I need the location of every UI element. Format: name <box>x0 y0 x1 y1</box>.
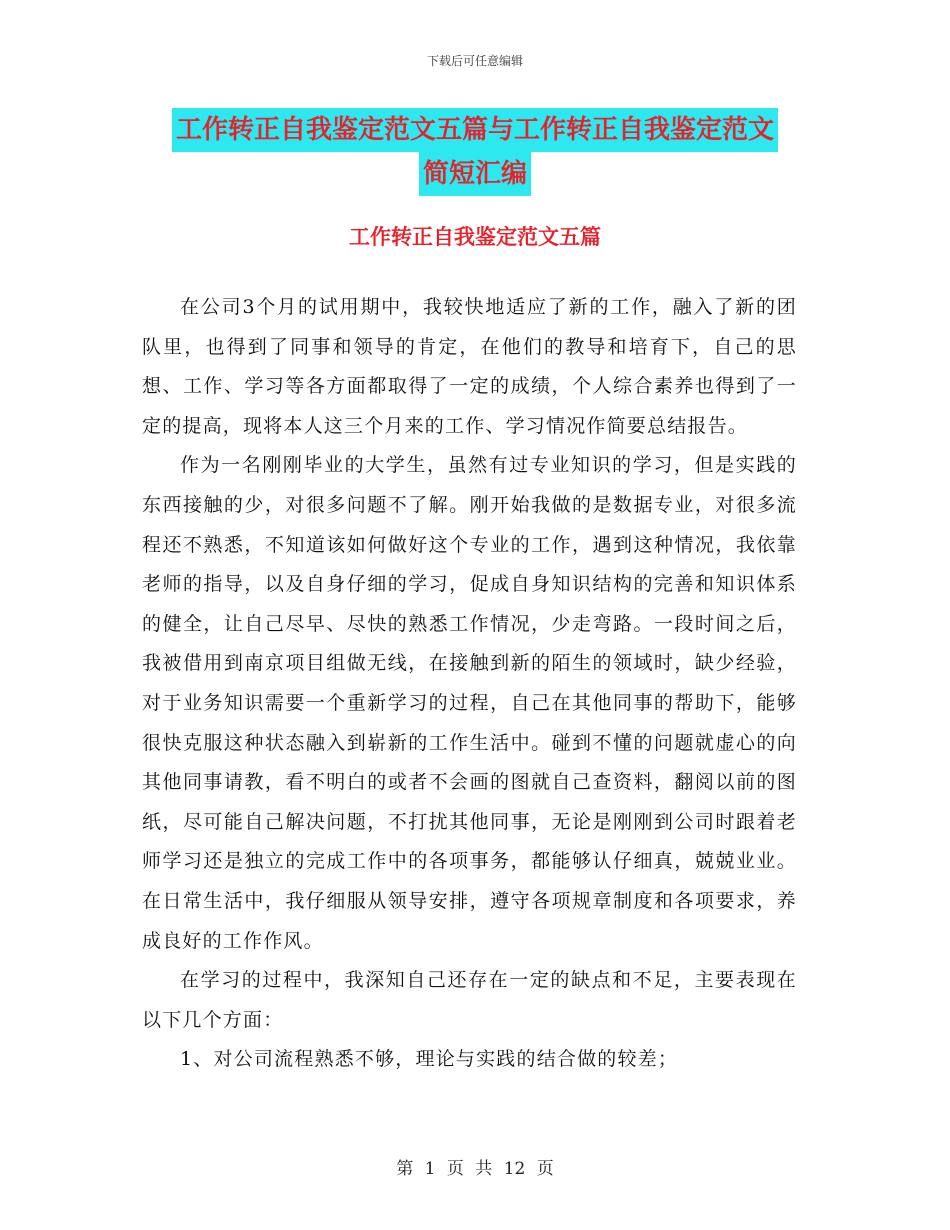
paragraph: 在公司3个月的试用期中，我较快地适应了新的工作，融入了新的团队里，也得到了同事和领导的肯定，在他们的教导和培育下，自己的思想、工作、学习等各方面都取得了一定的成绩，个人综合素养也得到了一定的提高，现将本人这三个月来的工作、学习情况作简要总结报告。 <box>142 296 797 437</box>
document-title-line-2: 简短汇编 <box>419 152 531 196</box>
header-note: 下载后可任意编辑 <box>426 54 523 68</box>
paragraph: 在学习的过程中，我深知自己还存在一定的缺点和不足，主要表现在以下几个方面： <box>142 969 797 1031</box>
paragraph: 1、对公司流程熟悉不够，理论与实践的结合做的较差； <box>180 1048 679 1071</box>
document-body <box>142 288 797 1080</box>
paragraph: 作为一名刚刚毕业的大学生，虽然有过专业知识的学习，但是实践的东西接触的少，对很多问题不了解。刚开始我做的是数据专业，对很多流程还不熟悉，不知道该如何做好这个专业的工作，遇到这种情况，我依靠老师的指导，以及自身仔细的学习，促成自身知识结构的完善和知识体系的健全，让自己尽早、尽快的熟悉工作情况，少走弯路。一段时间之后，我被借用到南京项目组做无线，在接触到新的陌生的领域时，缺少经验，对于业务知识需要一个重新学习的过程，自己在其他同事的帮助下，能够很快克服这种状态融入到崭新的工作生活中。碰到不懂的问题就虚心的向其他同事请教，看不明白的或者不会画的图就自己查资料，翻阅以前的图纸，尽可能自己解决问题，不打扰其他同事，无论是刚刚到公司时跟着老师学习还是独立的完成工作中的各项事务，都能够认仔细真，兢兢业业。在日常生活中，我仔细服从领导安排，遵守各项规章制度和各项要求，养成良好的工作作风。 <box>142 454 797 952</box>
section-heading: 工作转正自我鉴定范文五篇 <box>349 224 601 249</box>
document-title <box>140 108 810 196</box>
page-number: 第 1 页 共 12 页 <box>396 1159 554 1179</box>
document-title-line-1: 工作转正自我鉴定范文五篇与工作转正自我鉴定范文 <box>172 108 778 152</box>
